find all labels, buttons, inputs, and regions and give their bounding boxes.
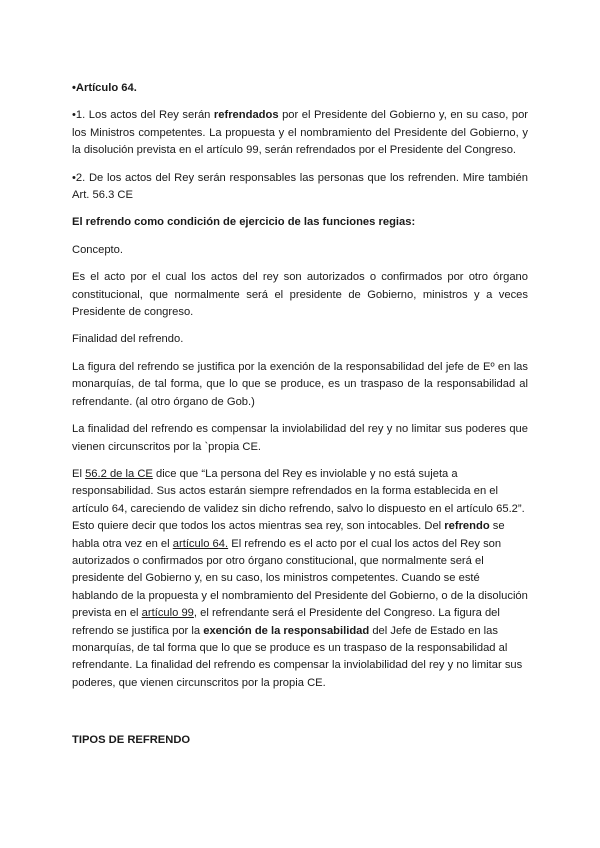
text-run: por el Presidente del Gobierno y, en su caso, por los Ministros competentes. La propuesta y el nombramiento del Presidente del Gobierno, y la disolución prevista en el artículo 99, serán refrendados por el Presidente del Congreso.	[72, 109, 529, 157]
article-64-paragraph-1	[72, 107, 528, 159]
document-page	[72, 80, 528, 750]
concepto-paragraph: Es el acto por el cual los actos del rey son autorizados o confirmados por otro órgano constitucional, que normalmente será el presidente de Gobierno, ministros y a veces Presidente de congreso.	[72, 271, 528, 319]
finalidad-paragraph-1: La figura del refrendo se justifica por la exención de la responsabilidad del jefe de Eº en las monarquías, de tal forma, que lo que se produce, es un traspaso de la responsabilidad al refrendante. (al otro órgano de Gob.)	[72, 360, 528, 408]
section-title-tipos: TIPOS DE REFRENDO	[72, 734, 191, 747]
link-articulo-64[interactable]: artículo 64.	[172, 537, 229, 550]
bold-run: refrendados	[213, 109, 279, 122]
link-56-2-ce[interactable]: 56.2 de la CE	[85, 467, 153, 480]
link-articulo-99[interactable]: artículo 99	[141, 607, 194, 620]
long-explanation-paragraph	[72, 466, 528, 692]
text-run: se habla otra vez en el	[72, 520, 505, 550]
text-run: del Jefe de Estado en las monarquías, de tal forma que lo que se produce es un traspaso de la responsabilidad al refrendante. La finalidad del refrendo es compensar la inviolabilidad del rey y no limitar sus poderes, que vienen circunscritos por la propia CE.	[72, 624, 523, 689]
concepto-label: Concepto.	[72, 243, 123, 256]
text-run: El refrendo es el acto por el cual los actos del Rey son autorizados o confirmados por otro órgano constitucional, que normalmente será el presidente del Gobierno y, en su caso, los ministros competentes. Cuando se esté hablando de la propuesta y el nombramiento del Presidente del Gobierno, o de la disolución prevista en el	[72, 537, 528, 620]
text-run: dice que “La persona del Rey es inviolable y no está sujeta a responsabilidad. Sus actos estarán siempre refrendados en la forma establecida en el artículo 64, careciendo de validez sin dicho refrendo, salvo lo dispuesto en el artículo 65.2”. Esto quiere decir que todos los actos mientras sea rey, son intocables. Del	[72, 467, 525, 533]
article-64-heading: •Artículo 64.	[72, 82, 137, 94]
text-run: •1. Los actos del Rey serán	[72, 109, 214, 122]
text-run: El	[72, 467, 86, 480]
finalidad-label: Finalidad del refrendo.	[72, 333, 184, 346]
finalidad-paragraph-2: La finalidad del refrendo es compensar la inviolabilidad del rey y no limitar sus poderes que vienen circunscritos por la `propia CE.	[72, 423, 528, 453]
article-64-paragraph-2: •2. De los actos del Rey serán responsables las personas que los refrenden. Mire también Art. 56.3 CE	[72, 171, 528, 202]
text-run: , el refrendante será el Presidente del Congreso. La figura del refrendo se justifica por la	[72, 607, 500, 637]
section-title-refrendo: El refrendo como condición de ejercicio de las funciones regias:	[72, 216, 416, 229]
bold-run: exención de la responsabilidad	[203, 624, 370, 637]
bold-run: refrendo	[444, 520, 490, 533]
